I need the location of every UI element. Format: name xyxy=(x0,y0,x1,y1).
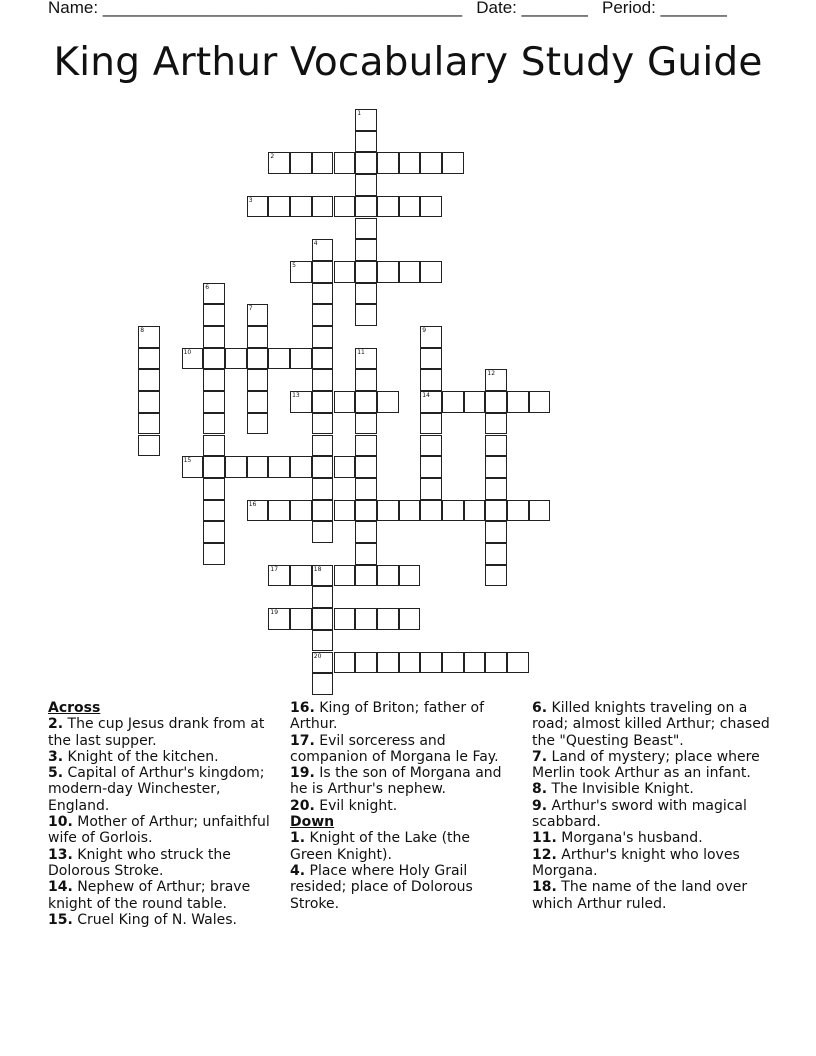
crossword-cell[interactable] xyxy=(420,413,442,435)
clue-number: 8. xyxy=(532,781,548,798)
crossword-cell[interactable] xyxy=(334,500,356,522)
crossword-cell[interactable] xyxy=(203,521,225,543)
clue-number: 6. xyxy=(532,700,548,716)
crossword-cell[interactable] xyxy=(377,261,399,283)
crossword-cell[interactable] xyxy=(203,391,225,413)
crossword-cell[interactable] xyxy=(399,608,421,630)
clue-column-1 xyxy=(48,700,273,928)
clue-text: Knight of the Lake (the Green Knight). xyxy=(290,830,471,863)
crossword-cell[interactable] xyxy=(485,391,507,413)
crossword-cell[interactable] xyxy=(312,391,334,413)
crossword-cell[interactable] xyxy=(312,326,334,348)
crossword-cell[interactable] xyxy=(334,152,356,174)
crossword-cell[interactable] xyxy=(355,348,377,370)
crossword-cell[interactable] xyxy=(290,196,312,218)
crossword-cell[interactable] xyxy=(247,369,269,391)
crossword-cell[interactable] xyxy=(399,261,421,283)
clue-item xyxy=(532,749,770,782)
crossword-cell[interactable] xyxy=(399,500,421,522)
clue-number-label: 15 xyxy=(183,457,192,465)
crossword-cell[interactable] xyxy=(420,478,442,500)
crossword-cell[interactable] xyxy=(485,500,507,522)
clue-number: 7. xyxy=(532,748,548,765)
crossword-cell[interactable] xyxy=(182,348,204,370)
clue-text: Arthur's knight who loves Morgana. xyxy=(532,846,740,879)
crossword-cell[interactable] xyxy=(355,261,377,283)
date-label: Date: xyxy=(476,0,517,17)
crossword-cell[interactable] xyxy=(247,196,269,218)
crossword-cell[interactable] xyxy=(312,369,334,391)
crossword-cell[interactable] xyxy=(138,369,160,391)
clue-text: King of Briton; father of Arthur. xyxy=(290,700,485,733)
crossword-cell[interactable] xyxy=(312,652,334,674)
clue-item xyxy=(532,847,770,880)
crossword-cell[interactable] xyxy=(268,608,290,630)
date-field[interactable]: _______ xyxy=(521,0,588,17)
clue-number-label: 19 xyxy=(270,609,279,617)
clue-text: Capital of Arthur's kingdom; modern-day Winchester, England. xyxy=(48,765,265,814)
crossword-cell[interactable] xyxy=(247,304,269,326)
crossword-cell[interactable] xyxy=(529,391,551,413)
clue-number-label: 17 xyxy=(270,565,279,573)
crossword-cell[interactable] xyxy=(485,478,507,500)
crossword-cell[interactable] xyxy=(420,152,442,174)
clue-text: The name of the land over which Arthur ruled. xyxy=(532,879,748,912)
crossword-cell[interactable] xyxy=(399,565,421,587)
crossword-cell[interactable] xyxy=(268,348,290,370)
crossword-cell[interactable] xyxy=(312,239,334,261)
crossword-cell[interactable] xyxy=(485,521,507,543)
crossword-cell[interactable] xyxy=(312,456,334,478)
crossword-cell[interactable] xyxy=(399,152,421,174)
crossword-cell[interactable] xyxy=(355,500,377,522)
clue-number-label: 8 xyxy=(140,327,145,334)
crossword-cell[interactable] xyxy=(312,413,334,435)
crossword-cell[interactable] xyxy=(377,652,399,674)
crossword-cell[interactable] xyxy=(203,326,225,348)
clue-item xyxy=(532,879,770,912)
clue-text: Arthur's sword with magical scabbard. xyxy=(532,797,747,831)
clue-text: Nephew of Arthur; brave knight of the round table. xyxy=(48,879,251,912)
clue-list-across-2 xyxy=(290,700,515,814)
clue-item xyxy=(532,781,770,797)
period-field[interactable]: _______ xyxy=(660,0,727,17)
clue-number: 4. xyxy=(290,862,306,879)
crossword-cell[interactable] xyxy=(312,348,334,370)
crossword-cell[interactable] xyxy=(355,456,377,478)
crossword-cell[interactable] xyxy=(355,652,377,674)
crossword-cell[interactable] xyxy=(485,543,507,565)
clue-item xyxy=(290,733,515,766)
clue-number: 13. xyxy=(48,846,73,863)
crossword-cell[interactable] xyxy=(485,369,507,391)
clue-text: Evil sorceress and companion of Morgana le Fay. xyxy=(290,732,499,765)
crossword-cell[interactable] xyxy=(247,456,269,478)
crossword-cell[interactable] xyxy=(377,500,399,522)
clue-column-2 xyxy=(290,700,515,912)
crossword-cell[interactable] xyxy=(334,261,356,283)
clue-item xyxy=(48,912,273,928)
clue-item xyxy=(532,798,770,831)
crossword-cell[interactable] xyxy=(138,413,160,435)
crossword-cell[interactable] xyxy=(420,435,442,457)
crossword-cell[interactable] xyxy=(420,391,442,413)
clue-number-label: 6 xyxy=(205,283,210,291)
crossword-cell[interactable] xyxy=(203,304,225,326)
crossword-cell[interactable] xyxy=(203,500,225,522)
crossword-cell[interactable] xyxy=(355,239,377,261)
crossword-cell[interactable] xyxy=(442,652,464,674)
crossword-cell[interactable] xyxy=(203,456,225,478)
crossword-cell[interactable] xyxy=(355,608,377,630)
clue-item xyxy=(290,765,515,798)
crossword-cell[interactable] xyxy=(377,196,399,218)
crossword-cell[interactable] xyxy=(355,283,377,305)
clue-text: Mother of Arthur; unfaithful wife of Gorlois. xyxy=(48,814,270,847)
crossword-cell[interactable] xyxy=(312,673,334,695)
crossword-cell[interactable] xyxy=(464,500,486,522)
crossword-cell[interactable] xyxy=(485,413,507,435)
crossword-cell[interactable] xyxy=(420,652,442,674)
crossword-cell[interactable] xyxy=(355,152,377,174)
clue-number: 19. xyxy=(290,765,315,782)
clue-number: 16. xyxy=(290,700,315,716)
clue-number: 3. xyxy=(48,748,64,765)
crossword-cell[interactable] xyxy=(355,391,377,413)
crossword-cell[interactable] xyxy=(355,521,377,543)
clue-list-across-1 xyxy=(48,716,273,928)
crossword-cell[interactable] xyxy=(268,565,290,587)
clue-text: Cruel King of N. Wales. xyxy=(77,911,237,928)
crossword-cell[interactable] xyxy=(312,152,334,174)
clue-text: Knight of the kitchen. xyxy=(67,748,219,765)
crossword-cell[interactable] xyxy=(485,456,507,478)
clue-number: 18. xyxy=(532,879,557,896)
crossword-cell[interactable] xyxy=(290,565,312,587)
crossword-cell[interactable] xyxy=(442,391,464,413)
clue-list-down-2 xyxy=(532,700,770,912)
crossword-cell[interactable] xyxy=(312,478,334,500)
crossword-cell[interactable] xyxy=(203,543,225,565)
clue-number-label: 12 xyxy=(487,370,496,378)
clue-item xyxy=(290,830,515,863)
clue-number: 12. xyxy=(532,846,557,863)
crossword-cell[interactable] xyxy=(334,391,356,413)
crossword-cell[interactable] xyxy=(420,348,442,370)
clue-item xyxy=(290,863,515,912)
crossword-cell[interactable] xyxy=(420,261,442,283)
crossword-cell[interactable] xyxy=(334,652,356,674)
crossword-cell[interactable] xyxy=(138,435,160,457)
clue-text: Is the son of Morgana and he is Arthur's nephew. xyxy=(290,765,502,798)
crossword-cell[interactable] xyxy=(529,500,551,522)
page-title: King Arthur Vocabulary Study Guide xyxy=(53,40,763,85)
clue-number: 15. xyxy=(48,911,73,928)
crossword-cell[interactable] xyxy=(312,261,334,283)
clue-number-label: 3 xyxy=(248,196,253,204)
clue-text: Knight who struck the Dolorous Stroke. xyxy=(48,846,231,879)
clue-number-label: 4 xyxy=(313,240,318,248)
crossword-cell[interactable] xyxy=(485,652,507,674)
clue-number-label: 1 xyxy=(357,110,362,117)
crossword-cell[interactable] xyxy=(507,391,529,413)
crossword-cell[interactable] xyxy=(312,283,334,305)
crossword-cell[interactable] xyxy=(247,500,269,522)
crossword-cell[interactable] xyxy=(334,608,356,630)
crossword-cell[interactable] xyxy=(247,326,269,348)
period-label: Period: xyxy=(602,0,656,17)
crossword-cell[interactable] xyxy=(399,196,421,218)
crossword-cell[interactable] xyxy=(420,456,442,478)
crossword-cell[interactable] xyxy=(138,391,160,413)
crossword-cell[interactable] xyxy=(290,348,312,370)
crossword-cell[interactable] xyxy=(355,196,377,218)
clue-item xyxy=(48,749,273,765)
crossword-cell[interactable] xyxy=(182,456,204,478)
crossword-cell[interactable] xyxy=(485,435,507,457)
crossword-cell[interactable] xyxy=(290,608,312,630)
crossword-cell[interactable] xyxy=(355,131,377,153)
clue-number-label: 14 xyxy=(422,392,430,400)
clue-item xyxy=(48,814,273,847)
crossword-cell[interactable] xyxy=(290,152,312,174)
clue-number: 14. xyxy=(48,879,73,896)
crossword-cell[interactable] xyxy=(420,326,442,348)
crossword-cell[interactable] xyxy=(377,565,399,587)
clue-item xyxy=(48,716,273,749)
crossword-cell[interactable] xyxy=(442,152,464,174)
clue-number-label: 7 xyxy=(248,305,253,313)
clue-text: Morgana's husband. xyxy=(561,830,703,847)
crossword-cell[interactable] xyxy=(420,500,442,522)
crossword-cell[interactable] xyxy=(334,456,356,478)
crossword-cell[interactable] xyxy=(420,196,442,218)
clue-number-label: 9 xyxy=(422,327,427,334)
crossword-cell[interactable] xyxy=(247,391,269,413)
crossword-cell[interactable] xyxy=(355,565,377,587)
crossword-cell[interactable] xyxy=(442,500,464,522)
crossword-cell[interactable] xyxy=(225,456,247,478)
clue-item xyxy=(290,700,515,733)
crossword-cell[interactable] xyxy=(203,369,225,391)
crossword-cell[interactable] xyxy=(203,435,225,457)
crossword-cell[interactable] xyxy=(420,369,442,391)
crossword-cell[interactable] xyxy=(203,283,225,305)
name-field[interactable]: ______________________________________ xyxy=(102,0,463,17)
crossword-cell[interactable] xyxy=(355,543,377,565)
clue-number-label: 13 xyxy=(292,392,300,400)
clue-text: Killed knights traveling on a road; almost killed Arthur; chased the "Questing Beast". xyxy=(532,700,770,749)
clue-item xyxy=(532,700,770,749)
crossword-cell[interactable] xyxy=(225,348,247,370)
crossword-cell[interactable] xyxy=(312,630,334,652)
name-label: Name: xyxy=(48,0,99,17)
clue-number-label: 11 xyxy=(357,348,365,356)
crossword-cell[interactable] xyxy=(355,218,377,240)
crossword-cell[interactable] xyxy=(464,652,486,674)
crossword-cell[interactable] xyxy=(138,326,160,348)
crossword-cell[interactable] xyxy=(507,500,529,522)
clue-number: 20. xyxy=(290,797,315,814)
down-heading: Down xyxy=(290,814,335,831)
crossword-cell[interactable] xyxy=(203,478,225,500)
crossword-cell[interactable] xyxy=(355,174,377,196)
clue-text: The Invisible Knight. xyxy=(551,781,694,798)
clue-text: Land of mystery; place where Merlin took Arthur as an infant. xyxy=(532,748,760,782)
crossword-cell[interactable] xyxy=(312,196,334,218)
crossword-cell[interactable] xyxy=(312,521,334,543)
across-heading: Across xyxy=(48,700,101,716)
clue-text: Evil knight. xyxy=(319,797,398,814)
crossword-cell[interactable] xyxy=(312,608,334,630)
crossword-cell[interactable] xyxy=(355,109,377,131)
clue-number: 11. xyxy=(532,830,557,847)
clue-number-label: 10 xyxy=(183,348,192,356)
crossword-cell[interactable] xyxy=(268,500,290,522)
clue-number-label: 18 xyxy=(313,565,322,573)
crossword-cell[interactable] xyxy=(268,456,290,478)
clue-item xyxy=(48,847,273,880)
crossword-cell[interactable] xyxy=(203,413,225,435)
clue-number: 10. xyxy=(48,814,73,831)
crossword-cell[interactable] xyxy=(399,652,421,674)
crossword-cell[interactable] xyxy=(355,413,377,435)
crossword-cell[interactable] xyxy=(247,348,269,370)
crossword-cell[interactable] xyxy=(355,304,377,326)
crossword-cell[interactable] xyxy=(377,391,399,413)
crossword-cell[interactable] xyxy=(203,348,225,370)
clue-text: The cup Jesus drank from at the last supper. xyxy=(48,716,265,749)
crossword-cell[interactable] xyxy=(268,196,290,218)
clue-text: Place where Holy Grail resided; place of Dolorous Stroke. xyxy=(290,862,473,912)
crossword-cell[interactable] xyxy=(355,435,377,457)
clue-item xyxy=(290,798,515,814)
clue-item xyxy=(48,879,273,912)
crossword-cell[interactable] xyxy=(355,478,377,500)
clue-number: 1. xyxy=(290,830,306,847)
crossword-cell[interactable] xyxy=(312,304,334,326)
crossword-cell[interactable] xyxy=(290,500,312,522)
clue-number: 5. xyxy=(48,765,64,782)
crossword-cell[interactable] xyxy=(290,456,312,478)
clue-number: 9. xyxy=(532,797,548,814)
clue-number-label: 2 xyxy=(270,153,275,161)
clue-item xyxy=(532,830,770,846)
clue-number: 2. xyxy=(48,716,64,733)
clue-item xyxy=(48,765,273,814)
clue-column-3 xyxy=(532,700,770,912)
clue-number-label: 5 xyxy=(292,261,296,269)
crossword-cell[interactable] xyxy=(507,652,529,674)
crossword-cell[interactable] xyxy=(290,391,312,413)
crossword-cell[interactable] xyxy=(312,565,334,587)
crossword-cell[interactable] xyxy=(377,608,399,630)
crossword-cell[interactable] xyxy=(312,586,334,608)
crossword-cell[interactable] xyxy=(334,196,356,218)
crossword-cell[interactable] xyxy=(464,391,486,413)
crossword-cell[interactable] xyxy=(312,435,334,457)
crossword-cell[interactable] xyxy=(334,565,356,587)
crossword-cell[interactable] xyxy=(355,369,377,391)
crossword-cell[interactable] xyxy=(138,348,160,370)
crossword-cell[interactable] xyxy=(485,565,507,587)
clue-list-down-1 xyxy=(290,830,515,911)
clue-number-label: 20 xyxy=(313,652,322,660)
crossword-cell[interactable] xyxy=(268,152,290,174)
crossword-cell[interactable] xyxy=(312,500,334,522)
crossword-cell[interactable] xyxy=(247,413,269,435)
crossword-cell[interactable] xyxy=(290,261,312,283)
crossword-cell[interactable] xyxy=(377,152,399,174)
clue-number: 17. xyxy=(290,732,315,749)
clue-number-label: 16 xyxy=(248,500,257,508)
